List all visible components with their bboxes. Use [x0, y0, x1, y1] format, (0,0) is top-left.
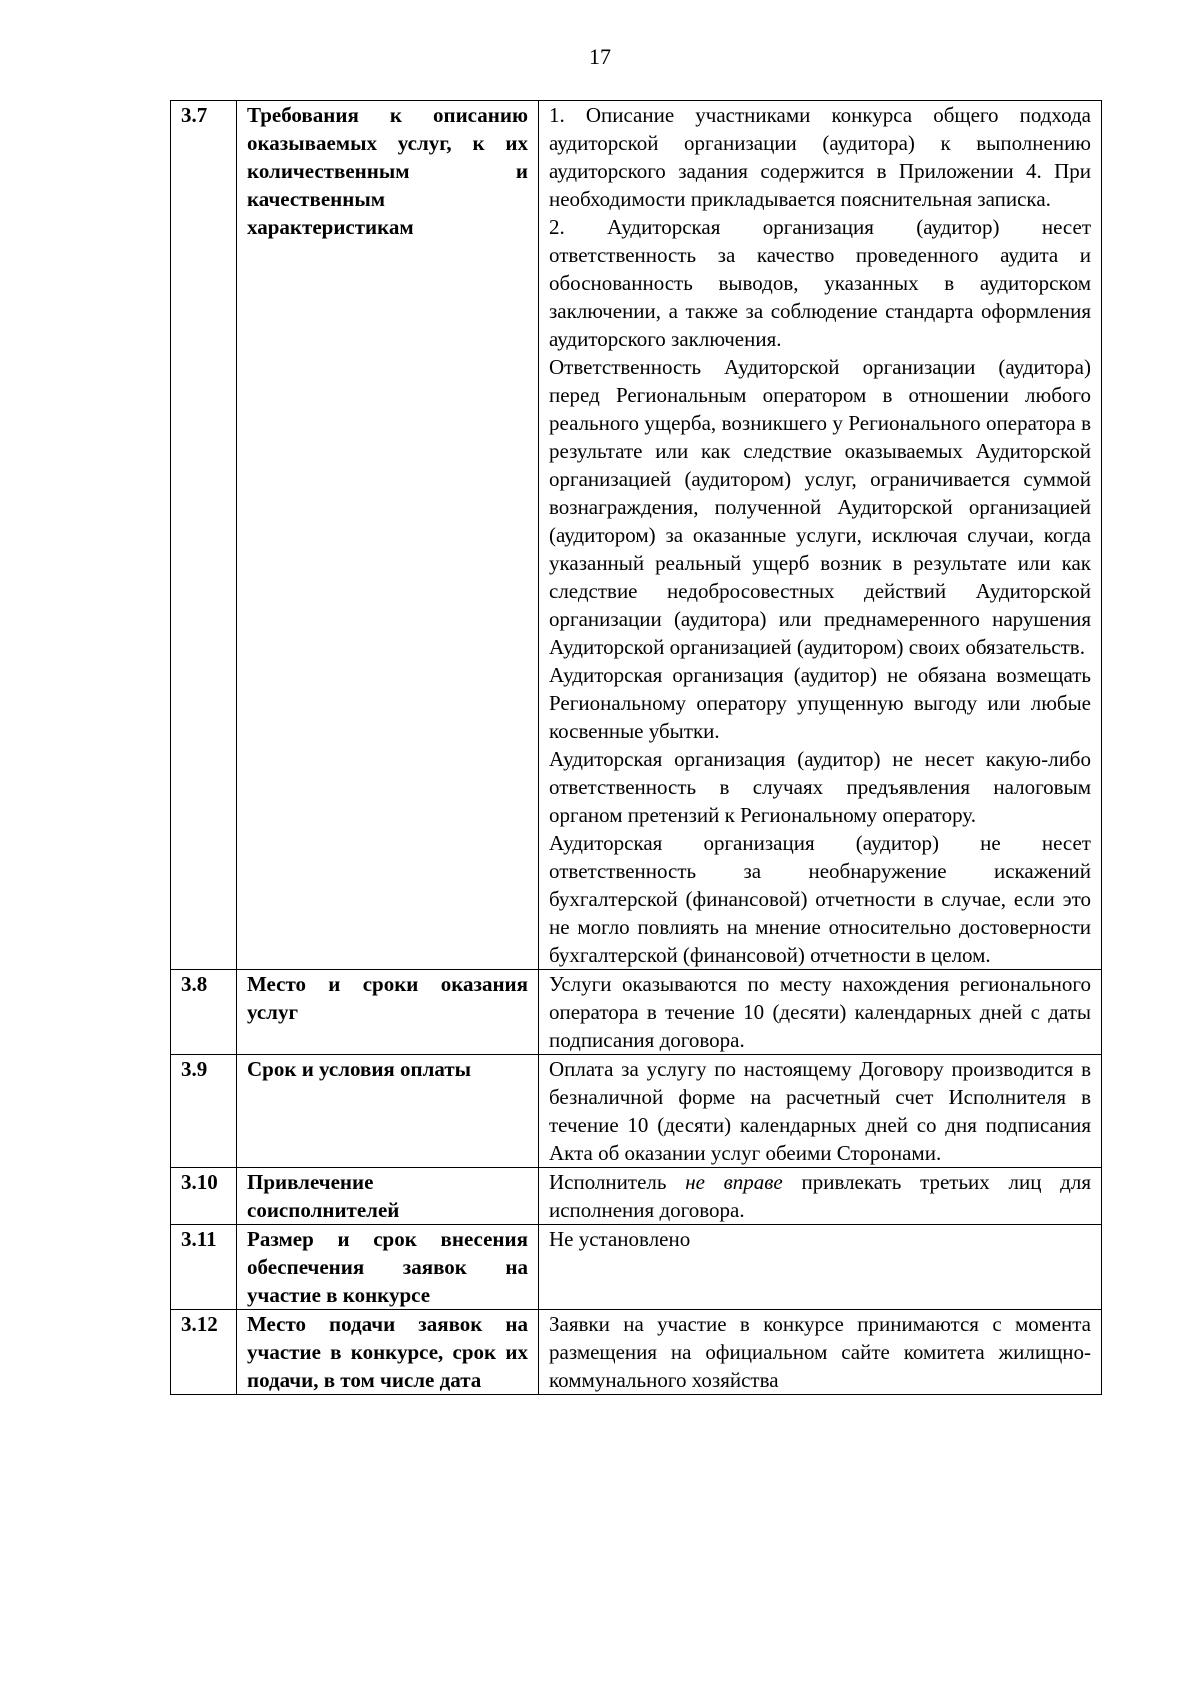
- table-row-3-7: [171, 101, 1102, 970]
- italic-emphasis: не вправе: [685, 1170, 783, 1194]
- paragraph: 1. Описание участниками конкурса общего подхода аудиторской организации (аудитора) к выполнению аудиторского задания содержится в Приложении 4. При необходимости прикладывается пояснительная записка.: [549, 103, 1091, 211]
- row-description: Заявки на участие в конкурсе принимаются с момента размещения на официальном сайте комитета жилищно-коммунального хозяйства: [539, 1310, 1102, 1395]
- row-topic: Требования к описанию оказываемых услуг, к их количественным и качественным характеристикам: [237, 101, 539, 970]
- paragraph: Аудиторская организация (аудитор) не несет ответственность за необнаружение искажений бухгалтерской (финансовой) отчетности в случае, если это не могло повлиять на мнение относительно достоверности бухгалтерской (финансовой) отчетности в целом.: [549, 831, 1091, 967]
- page-number: 17: [589, 44, 611, 69]
- row-number: 3.8: [171, 970, 237, 1055]
- table-row-3-9: [171, 1055, 1102, 1168]
- row-topic: Место подачи заявок на участие в конкурсе, срок их подачи, в том числе дата: [237, 1310, 539, 1395]
- row-description: Не установлено: [539, 1225, 1102, 1310]
- table-row-3-12: [171, 1310, 1102, 1395]
- row-description: Оплата за услугу по настоящему Договору производится в безналичной форме на расчетный счет Исполнителя в течение 10 (десяти) календарных дней со дня подписания Акта об оказании услуг обеими Сторонами.: [539, 1055, 1102, 1168]
- paragraph: Аудиторская организация (аудитор) не несет какую-либо ответственность в случаях предъявления налоговым органом претензий к Региональному оператору.: [549, 747, 1091, 827]
- text-after: привлекать третьих лиц для исполнения договора.: [549, 1170, 1092, 1222]
- row-topic: Место и сроки оказания услуг: [237, 970, 539, 1055]
- paragraph: 2. Аудиторская организация (аудитор) несет ответственность за качество проведенного аудита и обоснованность выводов, указанных в аудиторском заключении, а также за соблюдение стандарта оформления аудиторского заключения.: [549, 215, 1091, 351]
- table-row-3-8: [171, 970, 1102, 1055]
- row-number: 3.9: [171, 1055, 237, 1168]
- row-description: Услуги оказываются по месту нахождения регионального оператора в течение 10 (десяти) календарных дней с даты подписания договора.: [539, 970, 1102, 1055]
- requirements-table: [170, 100, 1102, 1395]
- row-topic: Размер и срок внесения обеспечения заявок на участие в конкурсе: [237, 1225, 539, 1310]
- row-number: 3.12: [171, 1310, 237, 1395]
- row-description: [539, 101, 1102, 970]
- row-number: 3.10: [171, 1168, 237, 1225]
- table-row-3-10: [171, 1168, 1102, 1225]
- paragraph: Ответственность Аудиторской организации (аудитора) перед Региональным оператором в отношении любого реального ущерба, возникшего у Регионального оператора в результате или как следствие оказываемых Аудиторской организацией (аудитором) услуг, ограничивается суммой вознаграждения, полученной Аудиторской организацией (аудитором) за оказанные услуги, исключая случаи, когда указанный реальный ущерб возник в результате или как следствие недобросовестных действий Аудиторской организации (аудитора) или преднамеренного нарушения Аудиторской организацией (аудитором) своих обязательств.: [549, 355, 1091, 659]
- row-number: 3.7: [171, 101, 237, 970]
- paragraph: Аудиторская организация (аудитор) не обязана возмещать Региональному оператору упущенную выгоду или любые косвенные убытки.: [549, 663, 1091, 743]
- row-description: [539, 1168, 1102, 1225]
- row-topic: Привлечение соисполнителей: [237, 1168, 539, 1225]
- table-row-3-11: [171, 1225, 1102, 1310]
- text-before: Исполнитель: [549, 1170, 686, 1194]
- row-topic: Срок и условия оплаты: [237, 1055, 539, 1168]
- row-number: 3.11: [171, 1225, 237, 1310]
